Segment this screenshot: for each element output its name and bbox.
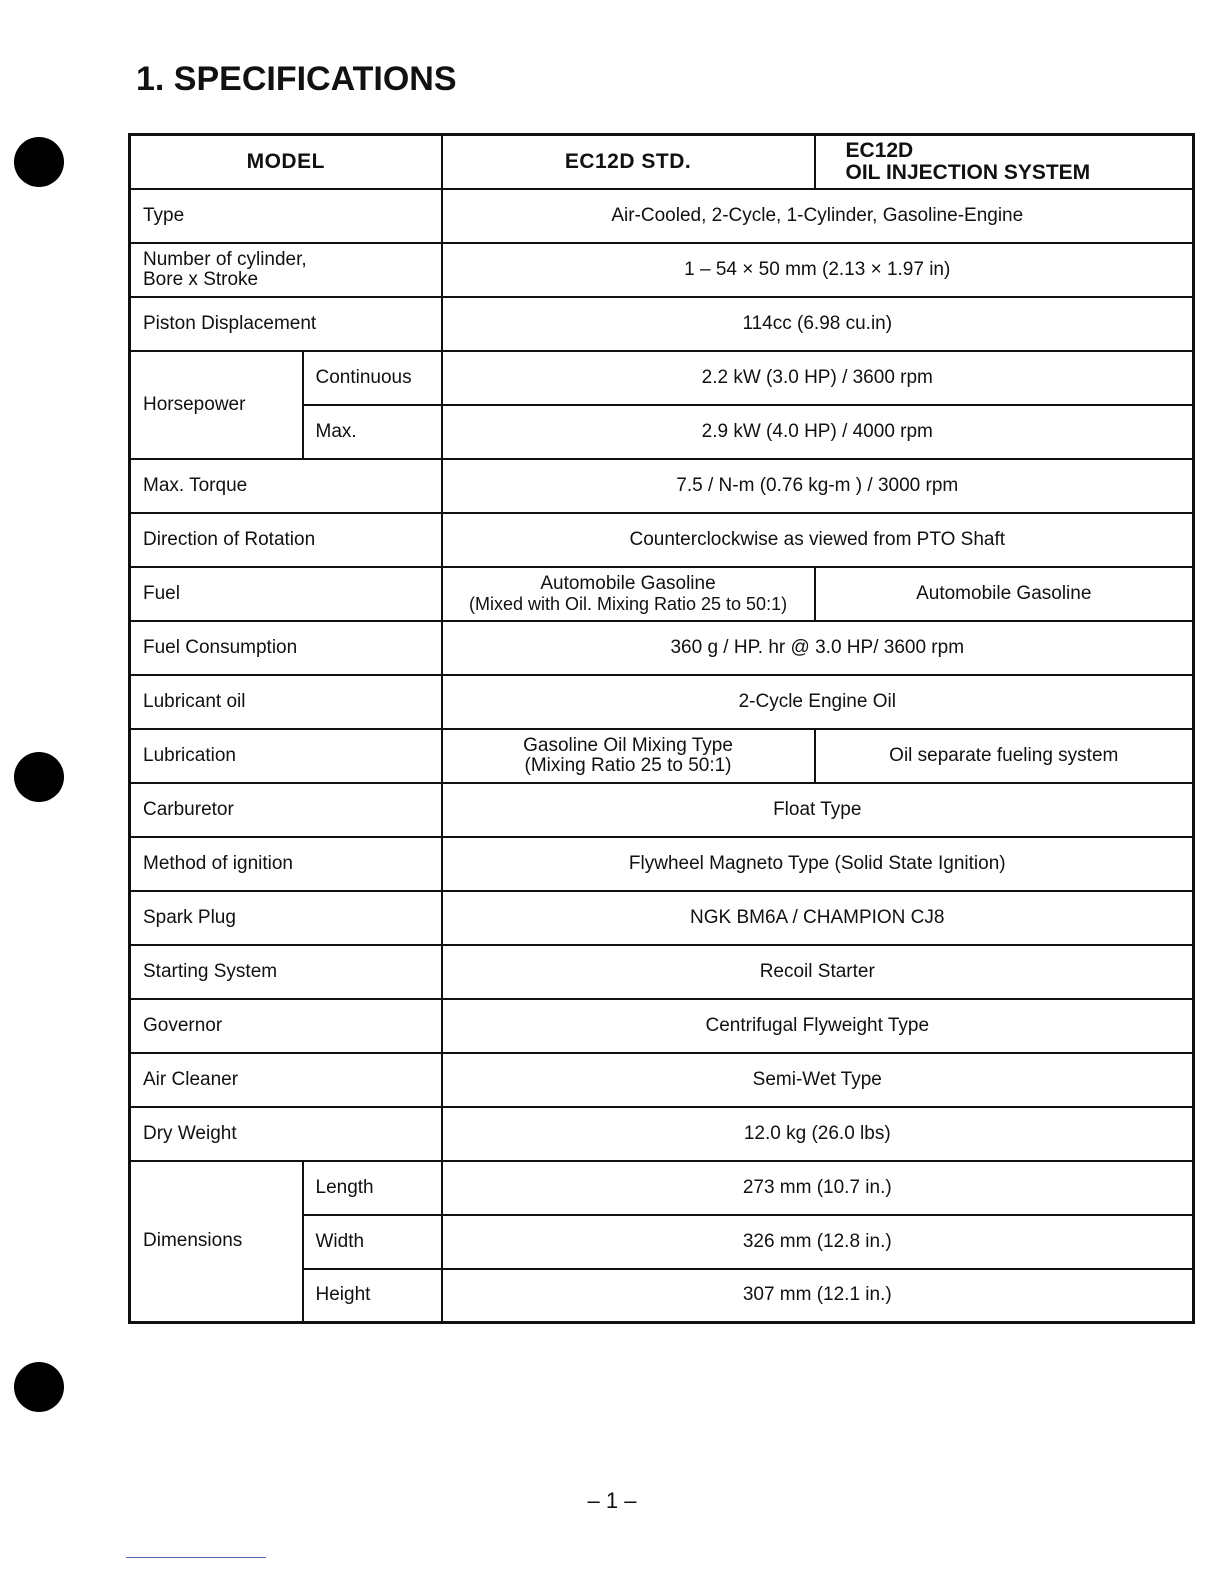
table-row <box>130 297 1194 351</box>
table-row <box>130 459 1194 513</box>
row-value: 1 – 54 × 50 mm (2.13 × 1.97 in) <box>442 243 1194 297</box>
specifications-table <box>128 133 1195 1324</box>
height-value: 307 mm (12.1 in.) <box>442 1269 1194 1323</box>
table-row <box>130 729 1194 783</box>
footer-rule <box>126 1557 266 1558</box>
row-label <box>130 243 442 297</box>
punch-hole-middle <box>14 752 64 802</box>
table-row <box>130 891 1194 945</box>
table-row <box>130 675 1194 729</box>
row-value: Air-Cooled, 2-Cycle, 1-Cylinder, Gasoline-Engine <box>442 189 1194 243</box>
fuel-ois-value: Automobile Gasoline <box>815 567 1194 621</box>
row-label: Dry Weight <box>130 1107 442 1161</box>
continuous-value: 2.2 kW (3.0 HP) / 3600 rpm <box>442 351 1194 405</box>
row-label: Air Cleaner <box>130 1053 442 1107</box>
dimensions-label: Dimensions <box>130 1161 303 1323</box>
table-row <box>130 243 1194 297</box>
table-row <box>130 567 1194 621</box>
std-model-header: EC12D STD. <box>442 135 815 189</box>
max-value: 2.9 kW (4.0 HP) / 4000 rpm <box>442 405 1194 459</box>
row-value: Recoil Starter <box>442 945 1194 999</box>
row-value: 360 g / HP. hr @ 3.0 HP/ 3600 rpm <box>442 621 1194 675</box>
length-value: 273 mm (10.7 in.) <box>442 1161 1194 1215</box>
table-row <box>130 1053 1194 1107</box>
lubrication-std-line2: (Mixing Ratio 25 to 50:1) <box>524 754 732 776</box>
width-value: 326 mm (12.8 in.) <box>442 1215 1194 1269</box>
length-label: Length <box>303 1161 442 1215</box>
lubrication-ois-value: Oil separate fueling system <box>815 729 1194 783</box>
table-row <box>130 1107 1194 1161</box>
row-label: Piston Displacement <box>130 297 442 351</box>
model-header: MODEL <box>130 135 442 189</box>
ois-model-header <box>815 135 1194 189</box>
page-title: 1. SPECIFICATIONS <box>136 60 457 98</box>
header-row <box>130 135 1194 189</box>
height-label: Height <box>303 1269 442 1323</box>
row-label: Spark Plug <box>130 891 442 945</box>
lubrication-std-value <box>442 729 815 783</box>
table-row <box>130 783 1194 837</box>
row-value: 114cc (6.98 cu.in) <box>442 297 1194 351</box>
row-value: Semi-Wet Type <box>442 1053 1194 1107</box>
continuous-label: Continuous <box>303 351 442 405</box>
table-row <box>130 1161 1194 1215</box>
row-value: Centrifugal Flyweight Type <box>442 999 1194 1053</box>
row-value: 7.5 / N-m (0.76 kg-m ) / 3000 rpm <box>442 459 1194 513</box>
page-number: – 1 – <box>587 1488 637 1513</box>
row-label: Max. Torque <box>130 459 442 513</box>
row-label: Lubrication <box>130 729 442 783</box>
ois-header-line2: OIL INJECTION SYSTEM <box>845 160 1091 184</box>
width-label: Width <box>303 1215 442 1269</box>
bore-label-line2: Bore x Stroke <box>143 268 259 290</box>
row-value: Float Type <box>442 783 1194 837</box>
row-value: NGK BM6A / CHAMPION CJ8 <box>442 891 1194 945</box>
horsepower-label: Horsepower <box>130 351 303 459</box>
fuel-std-line2: (Mixed with Oil. Mixing Ratio 25 to 50:1) <box>468 593 788 614</box>
row-label: Type <box>130 189 442 243</box>
row-value: Flywheel Magneto Type (Solid State Ignition) <box>442 837 1194 891</box>
fuel-std-line1: Automobile Gasoline <box>540 572 716 594</box>
punch-hole-top <box>14 137 64 187</box>
row-label: Carburetor <box>130 783 442 837</box>
row-label: Fuel <box>130 567 442 621</box>
table-row <box>130 189 1194 243</box>
table-row <box>130 513 1194 567</box>
row-label: Fuel Consumption <box>130 621 442 675</box>
row-label: Method of ignition <box>130 837 442 891</box>
row-value: 12.0 kg (26.0 lbs) <box>442 1107 1194 1161</box>
table-row <box>130 837 1194 891</box>
punch-hole-bottom <box>14 1362 64 1412</box>
lubrication-std-line1: Gasoline Oil Mixing Type <box>523 734 733 756</box>
table-row <box>130 945 1194 999</box>
fuel-std-value <box>442 567 815 621</box>
table-row <box>130 351 1194 405</box>
row-label: Starting System <box>130 945 442 999</box>
row-label: Direction of Rotation <box>130 513 442 567</box>
row-label: Governor <box>130 999 442 1053</box>
row-value: 2-Cycle Engine Oil <box>442 675 1194 729</box>
table-row <box>130 999 1194 1053</box>
row-value: Counterclockwise as viewed from PTO Shaft <box>442 513 1194 567</box>
ois-header-line1: EC12D <box>845 138 914 162</box>
max-label: Max. <box>303 405 442 459</box>
row-label: Lubricant oil <box>130 675 442 729</box>
table-row <box>130 621 1194 675</box>
bore-label-line1: Number of cylinder, <box>143 248 307 270</box>
